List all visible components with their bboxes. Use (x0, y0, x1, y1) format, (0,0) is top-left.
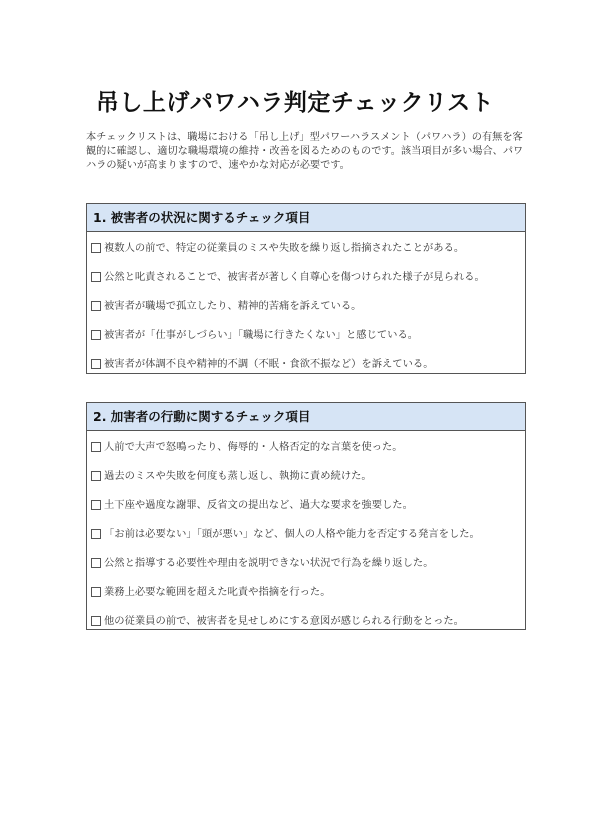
checklist-item-text: 被害者が「仕事がしづらい」「職場に行きたくない」と感じている。 (104, 329, 419, 341)
section-victim-status (86, 203, 526, 374)
page-title: 吊し上げパワハラ判定チェックリスト (95, 90, 495, 116)
checkbox-icon[interactable] (91, 558, 101, 568)
checkbox-icon[interactable] (91, 442, 101, 452)
checklist-item[interactable] (87, 607, 525, 636)
checklist-item[interactable] (87, 321, 525, 350)
checklist-item[interactable] (87, 234, 525, 263)
checklist-item[interactable] (87, 433, 525, 462)
checkbox-icon[interactable] (91, 243, 101, 253)
checklist-item[interactable] (87, 549, 525, 578)
checklist-item-text: 被害者が体調不良や精神的不調（不眠・食欲不振など）を訴えている。 (104, 358, 434, 370)
checklist-item-text: 被害者が職場で孤立したり、精神的苦痛を訴えている。 (104, 300, 362, 312)
section-heading: 1. 被害者の状況に関するチェック項目 (87, 204, 525, 232)
checklist-item[interactable] (87, 520, 525, 549)
section-heading: 2. 加害者の行動に関するチェック項目 (87, 403, 525, 431)
checklist-item[interactable] (87, 491, 525, 520)
checkbox-icon[interactable] (91, 359, 101, 369)
checkbox-icon[interactable] (91, 529, 101, 539)
section-perpetrator-behavior (86, 402, 526, 630)
checkbox-icon[interactable] (91, 587, 101, 597)
checklist-item-text: 公然と叱責されることで、被害者が著しく自尊心を傷つけられた様子が見られる。 (104, 271, 485, 283)
checkbox-icon[interactable] (91, 301, 101, 311)
checklist-items (87, 234, 525, 379)
checklist-item-text: 業務上必要な範囲を超えた叱責や指摘を行った。 (104, 586, 331, 598)
checklist-item-text: 過去のミスや失敗を何度も蒸し返し、執拗に責め続けた。 (104, 470, 372, 482)
checkbox-icon[interactable] (91, 272, 101, 282)
checklist-item-text: 公然と指導する必要性や理由を説明できない状況で行為を繰り返した。 (104, 557, 434, 569)
checklist-item-text: 土下座や過度な謝罪、反省文の提出など、過大な要求を強要した。 (104, 499, 413, 511)
checklist-item[interactable] (87, 578, 525, 607)
checklist-item[interactable] (87, 350, 525, 379)
checklist-item[interactable] (87, 292, 525, 321)
checklist-item-text: 複数人の前で、特定の従業員のミスや失敗を繰り返し指摘されたことがある。 (104, 242, 465, 254)
intro-paragraph: 本チェックリストは、職場における「吊し上げ」型パワーハラスメント（パワハラ）の有無を客観的に確認し、適切な職場環境の維持・改善を図るためのものです。該当項目が多い場合、パワハラの疑いが高まりますので、速やかな対応が必要です。 (86, 132, 524, 171)
checklist-item[interactable] (87, 462, 525, 491)
checklist-item[interactable] (87, 263, 525, 292)
checklist-items (87, 433, 525, 636)
checkbox-icon[interactable] (91, 471, 101, 481)
checkbox-icon[interactable] (91, 330, 101, 340)
checkbox-icon[interactable] (91, 616, 101, 626)
checklist-item-text: 人前で大声で怒鳴ったり、侮辱的・人格否定的な言葉を使った。 (104, 441, 403, 453)
checklist-item-text: 「お前は必要ない」「頭が悪い」など、個人の人格や能力を否定する発言をした。 (104, 528, 480, 540)
checklist-item-text: 他の従業員の前で、被害者を見せしめにする意図が感じられる行動をとった。 (104, 615, 464, 627)
checkbox-icon[interactable] (91, 500, 101, 510)
